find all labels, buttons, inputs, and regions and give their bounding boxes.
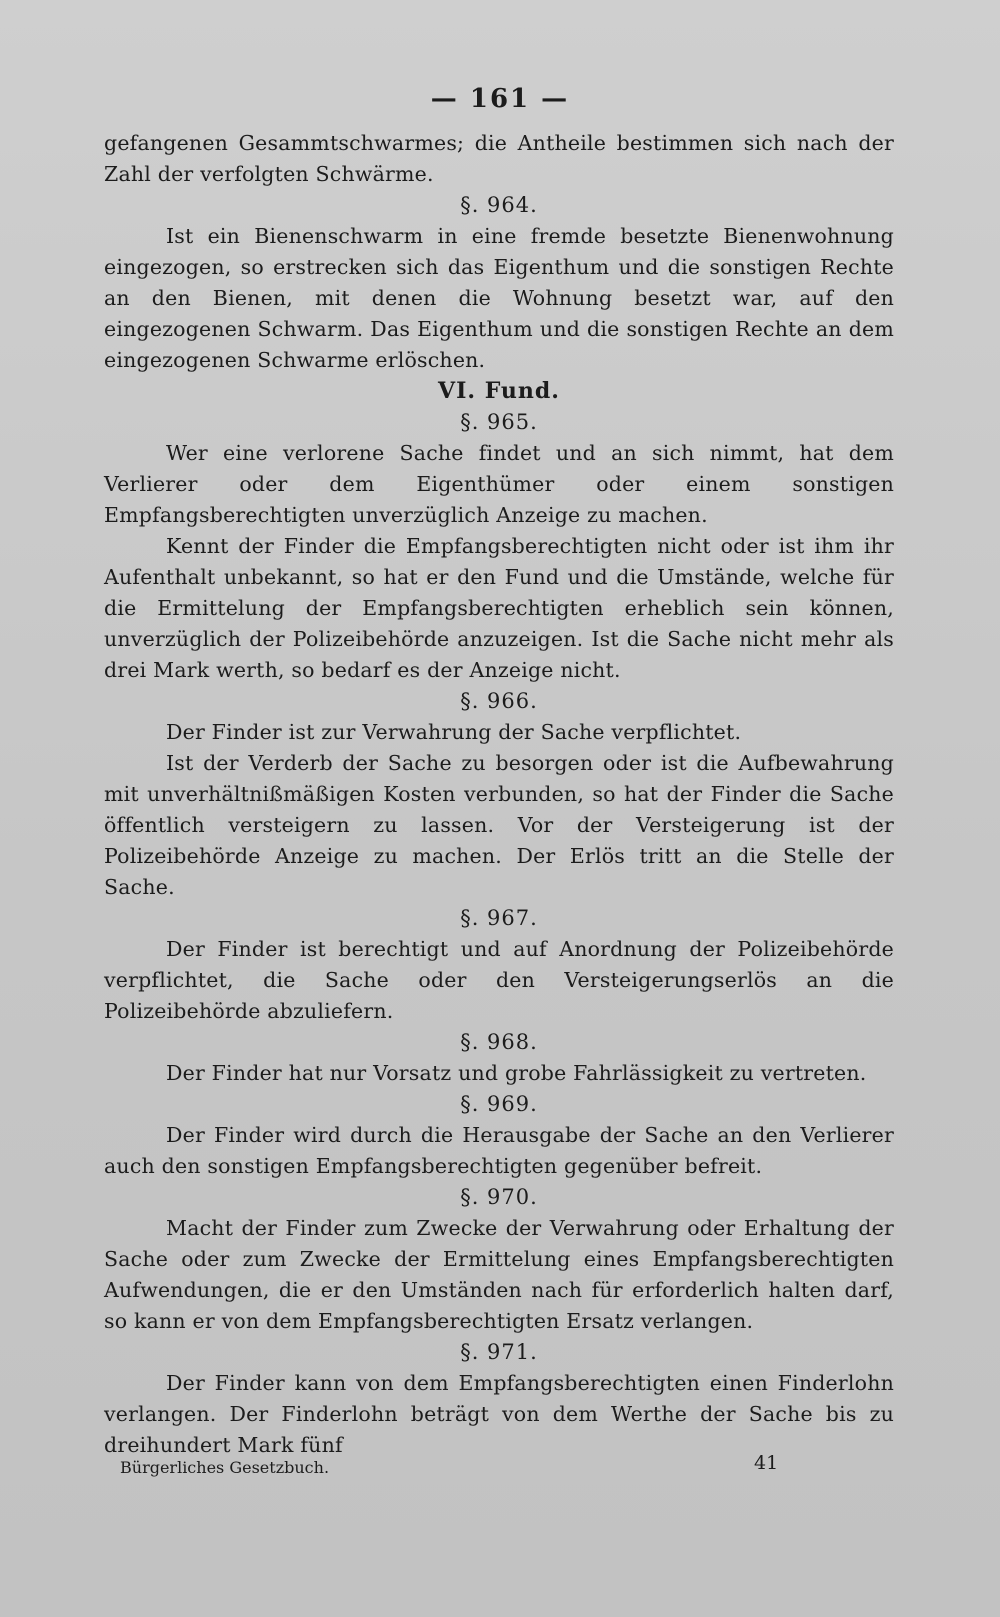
section-heading-969: §. 969. — [460, 1092, 538, 1116]
paragraph: Der Finder ist zur Verwahrung der Sache verpflichtet. — [166, 720, 742, 744]
paragraph: Der Finder hat nur Vorsatz und grobe Fahrlässigkeit zu vertreten. — [166, 1061, 867, 1085]
section-heading-967: §. 967. — [460, 906, 538, 930]
section-heading-971: §. 971. — [460, 1340, 538, 1364]
chapter-title: VI. Fund. — [438, 378, 560, 404]
footer-book-title: Bürgerliches Gesetzbuch. — [120, 1458, 330, 1477]
paragraph: Der Finder kann von dem Empfangsberechtigten einen Finderlohn verlangen. Der Finderlohn beträgt von dem Werthe der Sache bis zu dreihundert Mark fünf — [104, 1371, 894, 1457]
page-number-header: — 161 — — [430, 84, 570, 114]
footer-signature-number: 41 — [754, 1452, 779, 1474]
paragraph: Kennt der Finder die Empfangsberechtigten nicht oder ist ihm ihr Aufenthalt unbekannt, so hat er den Fund und die Umstände, welche für die Ermittelung der Empfangsberechtigten erheblich sein können, unverzüglich der Polizeibehörde anzuzeigen. Ist die Sache nicht mehr als drei Mark werth, so bedarf es der Anzeige nicht. — [104, 534, 894, 682]
section-heading-968: §. 968. — [460, 1030, 538, 1054]
section-heading-965: §. 965. — [460, 410, 538, 434]
paragraph: gefangenen Gesammtschwarmes; die Antheile bestimmen sich nach der Zahl der verfolgten Schwärme. — [104, 131, 894, 186]
paragraph: Ist ein Bienenschwarm in eine fremde besetzte Bienenwohnung eingezogen, so erstrecken sich das Eigenthum und die sonstigen Rechte an den Bienen, mit denen die Wohnung besetzt war, auf den eingezogenen Schwarm. Das Eigenthum und die sonstigen Rechte an dem eingezogenen Schwarme erlöschen. — [104, 224, 894, 372]
section-heading-964: §. 964. — [460, 193, 538, 217]
section-heading-966: §. 966. — [460, 689, 538, 713]
paragraph: Wer eine verlorene Sache findet und an sich nimmt, hat dem Verlierer oder dem Eigenthümer oder einem sonstigen Empfangsberechtigten unverzüglich Anzeige zu machen. — [104, 441, 894, 527]
paragraph: Der Finder ist berechtigt und auf Anordnung der Polizeibehörde verpflichtet, die Sache oder den Versteigerungserlös an die Polizeibehörde abzuliefern. — [104, 937, 894, 1023]
paragraph: Ist der Verderb der Sache zu besorgen oder ist die Aufbewahrung mit unverhältnißmäßigen Kosten verbunden, so hat der Finder die Sache öffentlich versteigern zu lassen. Vor der Versteigerung ist der Polizeibehörde Anzeige zu machen. Der Erlös tritt an die Stelle der Sache. — [104, 751, 894, 899]
paragraph: Macht der Finder zum Zwecke der Verwahrung oder Erhaltung der Sache oder zum Zwecke der Ermittelung eines Empfangsberechtigten Aufwendungen, die er den Umständen nach für erforderlich halten darf, so kann er von dem Empfangsberechtigten Ersatz verlangen. — [104, 1216, 894, 1333]
page-body — [104, 128, 894, 1461]
section-heading-970: §. 970. — [460, 1185, 538, 1209]
paragraph: Der Finder wird durch die Herausgabe der Sache an den Verlierer auch den sonstigen Empfangsberechtigten gegenüber befreit. — [104, 1123, 894, 1178]
